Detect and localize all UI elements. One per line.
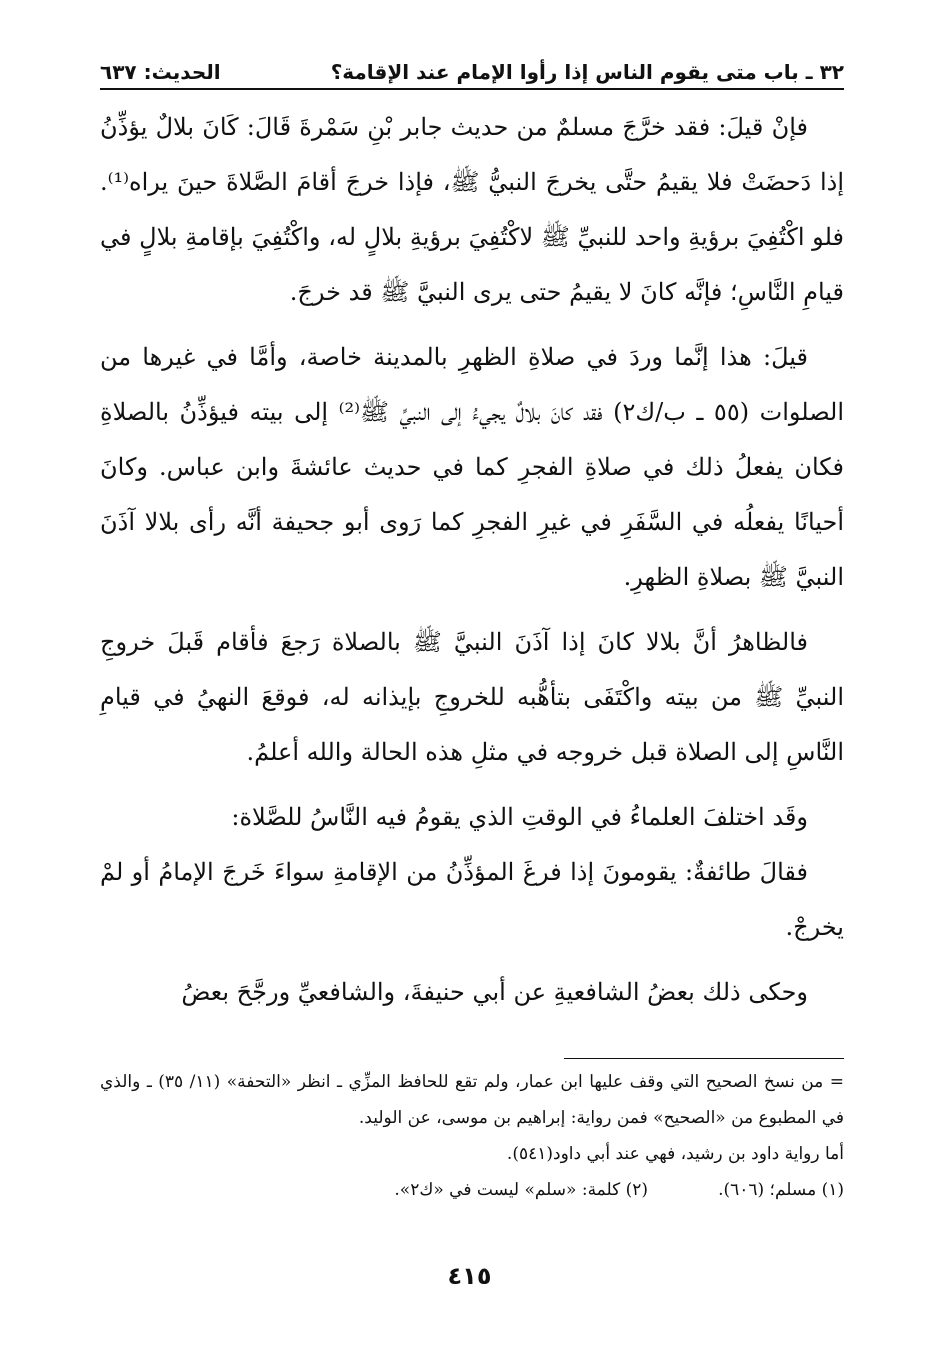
- footnote-2: (٢) كلمة: «سلم» ليست في «ك٢».: [394, 1180, 649, 1200]
- chapter-title: ٣٢ ـ باب متى يقوم الناس إذا رأوا الإمام عند الإقامة؟: [330, 60, 844, 84]
- hadith-number: الحديث: ٦٣٧: [100, 60, 221, 84]
- footnote-1: (١) مسلم؛ (٦٠٦).: [718, 1180, 844, 1200]
- main-text: [100, 100, 844, 1030]
- paragraph: قيلَ: هذا إنَّما وردَ في صلاةِ الظهرِ بالمدينة خاصة، وأمَّا في غيرها من الصلوات (٥٥ ـ ب/ك٢) فقد كانَ بلالٌ يجيءُ إلى النبيِّ ﷺ⁽²⁾ إلى بيته فيؤذِّنُ بالصلاةِ فكان يفعلُ ذلك في صلاةِ الفجرِ كما في حديث عائشةَ وابن عباس. وكانَ أحيانًا يفعلُه في السَّفَرِ في غيرِ الفجرِ كما رَوى أبو جحيفة أنَّه رأى بلالا آذَنَ النبيَّ ﷺ بصلاةِ الظهرِ.: [100, 343, 844, 591]
- footnotes: [100, 1064, 844, 1208]
- paragraph: وقَد اختلفَ العلماءُ في الوقتِ الذي يقومُ فيه النَّاسُ للصَّلاة:: [231, 803, 808, 831]
- footnote-rule: [564, 1058, 844, 1059]
- paragraph: فقالَ طائفةٌ: يقومونَ إذا فرغَ المؤذِّنُ من الإقامةِ سواءَ خَرجَ الإمامُ أو لمْ يخرجْ.: [100, 858, 844, 941]
- header-rule: [100, 88, 844, 90]
- paragraph: فإنْ قيلَ: فقد خرَّجَ مسلمٌ من حديث جابر بْنِ سَمْرةَ قَالَ: كَانَ بلالٌ يؤذِّنُ إذا دَحضَتْ فلا يقيمُ حتَّى يخرجَ النبيُّ ﷺ، فإذا خرجَ أقامَ الصَّلاةَ حينَ يراه⁽¹⁾. فلو اكْتُفِيَ برؤيةِ واحد للنبيِّ ﷺ لاكْتُفِيَ برؤيةِ بلالٍ له، واكْتُفِيَ بإقامةِ بلالٍ في قيامِ النَّاسِ؛ فإنَّه كانَ لا يقيمُ حتى يرى النبيَّ ﷺ قد خرجَ.: [100, 113, 844, 306]
- footnote-continuation: = من نسخ الصحيح التي وقف عليها ابن عمار، ولم تقع للحافظ المزِّي ـ انظر «التحفة» (١١/ ٣٥) ـ والذي في المطبوع من «الصحيح» فمن رواية: إبراهيم بن موسى، عن الوليد.: [100, 1072, 844, 1128]
- footnote-refs: [100, 1172, 844, 1208]
- running-header: [100, 52, 844, 86]
- paragraph: فالظاهرُ أنَّ بلالا كانَ إذا آذَنَ النبيَّ ﷺ بالصلاة رَجعَ فأقام قَبلَ خروجِ النبيِّ ﷺ من بيته واكْتَفَى بتأهُّبه للخروجِ بإيذانه له، فوقعَ النهيُ في قيامِ النَّاسِ إلى الصلاة قبل خروجه في مثلِ هذه الحالة والله أعلمُ.: [100, 628, 844, 766]
- footnote-continuation: أما رواية داود بن رشيد، فهي عند أبي داود(٥٤١).: [506, 1144, 844, 1164]
- page-number: ٤١٥: [447, 1262, 492, 1290]
- paragraph: وحكى ذلك بعضُ الشافعيةِ عن أبي حنيفةَ، والشافعيِّ ورجَّحَ بعضُ: [181, 978, 808, 1006]
